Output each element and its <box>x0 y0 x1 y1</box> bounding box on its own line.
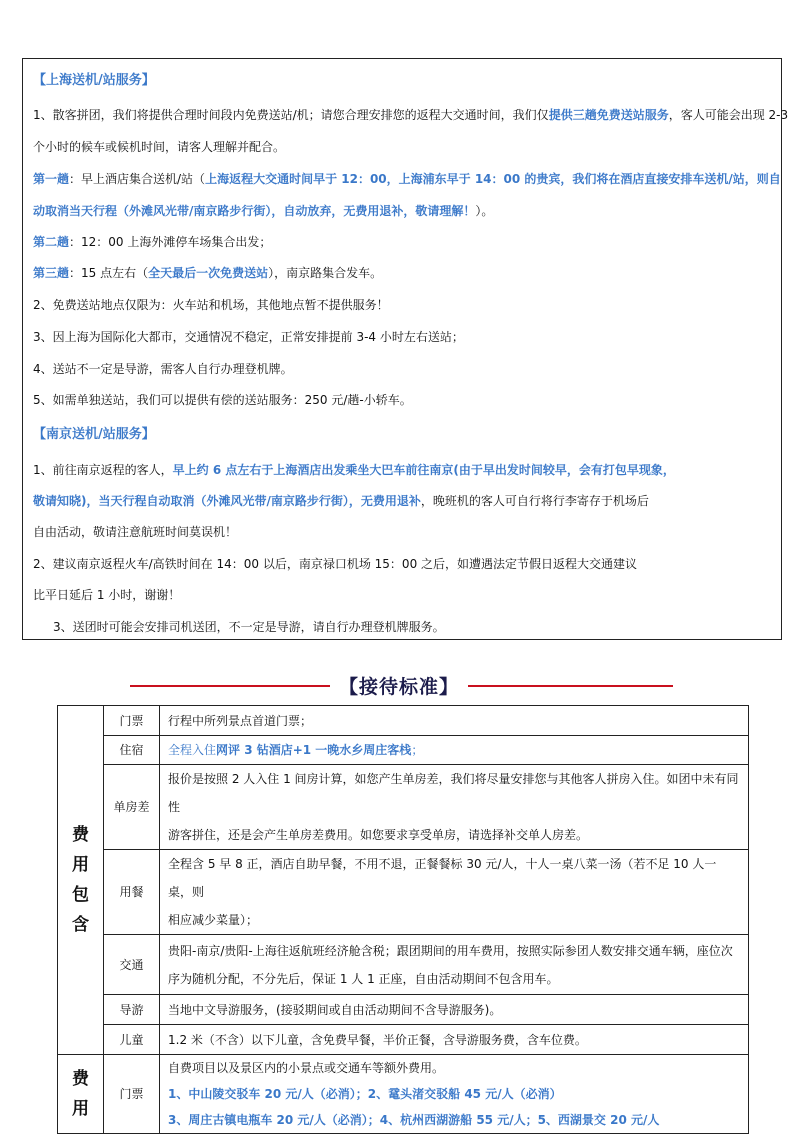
trip-1-cont <box>33 203 493 219</box>
shanghai-para-1 <box>33 107 788 123</box>
trip-1 <box>33 171 781 187</box>
nanjing-heading: 【南京送机/站服务】 <box>33 427 155 442</box>
shanghai-para-1-cont: 个小时的候车或候机时间，请客人理解并配合。 <box>33 140 286 154</box>
text: ：早上酒店集合送机/站（ <box>69 172 206 186</box>
row-content: 行程中所列景点首道门票； <box>160 706 749 736</box>
row-content <box>160 765 749 850</box>
text: 相应减少菜量）； <box>168 913 259 927</box>
nanjing-para-2-cont: 比平日延后 1 小时，谢谢！ <box>33 588 181 602</box>
row-content: 1.2 米（不含）以下儿童，含免费早餐，半价正餐，含导游服务费，含车位费。 <box>160 1025 749 1055</box>
transfer-service-box <box>22 58 789 640</box>
title-rule-right <box>468 685 673 687</box>
row-label: 门票 <box>104 706 160 736</box>
text: 游客拼住，还是会产生单房差费用。如您要求享受单房，请选择补交单人房差。 <box>168 828 589 842</box>
table-row <box>58 995 749 1025</box>
nanjing-para-1-end: 自由活动，敬请注意航班时间莫误机！ <box>33 525 238 539</box>
table-row <box>58 706 749 736</box>
nanjing-para-1-cont <box>33 493 649 509</box>
highlight: 早上约 6 点左右于上海酒店出发乘坐大巴车前往南京(由于早出发时间较早，会有打包早现象， <box>172 463 675 477</box>
title-rule-left <box>130 685 330 687</box>
highlight: 动取消当天行程（外滩风光带/南京路步行街），自动放弃，无费用退补，敬请理解！ <box>33 204 476 218</box>
row-content <box>160 1055 749 1134</box>
highlight: 网评 3 钻酒店+1 一晚水乡周庄客栈 <box>216 743 412 757</box>
nanjing-para-2: 2、建议南京返程火车/高铁时间在 14：00 以后，南京禄口机场 15：00 之后，如遭遇法定节假日返程大交通建议 <box>33 557 638 571</box>
shanghai-para-5: 5、如需单独送站，我们可以提供有偿的送站服务：250 元/趟-小轿车。 <box>33 393 412 407</box>
table-row <box>58 850 749 935</box>
text: 自费项目以及景区内的小景点或交通车等额外费用。 <box>168 1061 445 1075</box>
reception-standard-table <box>57 705 749 1134</box>
text: ），南京路集合发车。 <box>268 266 383 280</box>
text: 贵阳-南京/贵阳-上海往返航班经济舱含税；跟团期间的用车费用，按照实际参团人数安排交通车辆，座位次 <box>168 943 733 958</box>
trip-label: 第二趟 <box>33 235 70 249</box>
table-row <box>58 1055 749 1134</box>
text: ，晚班机的客人可自行将行李寄存于机场后 <box>420 494 649 508</box>
row-label: 单房差 <box>104 765 160 850</box>
shanghai-heading: 【上海送机/站服务】 <box>33 73 155 88</box>
text: 全程入住 <box>168 743 217 757</box>
table-row <box>58 1025 749 1055</box>
text: ：12：00 上海外滩停车场集合出发； <box>69 235 272 249</box>
shanghai-para-3: 3、因上海为国际化大都市，交通情况不稳定，正常安排提前 3-4 小时左右送站； <box>33 330 464 344</box>
shanghai-para-4: 4、送站不一定是导游，需客人自行办理登机牌。 <box>33 362 293 376</box>
text: 全程含 5 早 8 正，酒店自助早餐，不用不退，正餐餐标 30 元/人，十人一桌八菜一汤（若不足 10 人一桌，则 <box>168 857 717 899</box>
table-row <box>58 736 749 765</box>
text: 1、散客拼团，我们将提供合理时间段内免费送站/机；请您合理安排您的返程大交通时间，我们仅 <box>33 108 549 122</box>
text: 1、前往南京返程的客人， <box>33 463 173 477</box>
table-row <box>58 765 749 850</box>
highlight: 提供三趟免费送站服务 <box>548 108 669 122</box>
row-label: 导游 <box>104 995 160 1025</box>
category-text: 费用包含 <box>72 825 89 935</box>
category-text: 费用 <box>72 1069 89 1119</box>
category-fee-included <box>58 706 104 1055</box>
highlight: 敬请知晓)，当天行程自动取消（外滩风光带/南京路步行街），无费用退补 <box>33 494 421 508</box>
row-label: 用餐 <box>104 850 160 935</box>
row-content <box>160 935 749 995</box>
row-label: 住宿 <box>104 736 160 765</box>
trip-label: 第一趟 <box>33 172 70 186</box>
nanjing-para-3: 3、送团时可能会安排司机送团，不一定是导游，请自行办理登机牌服务。 <box>53 620 445 634</box>
text: ）。 <box>475 204 494 218</box>
row-content: 当地中文导游服务，(接驳期间或自由活动期间不含导游服务)。 <box>160 995 749 1025</box>
highlight: 3、周庄古镇电瓶车 20 元/人（必消）；4、杭州西湖游船 55 元/人；5、西湖景交 20 元/人 <box>168 1113 660 1127</box>
table-row <box>58 935 749 995</box>
row-content <box>160 736 749 765</box>
text: ，客人可能会出现 2-3 <box>668 108 789 122</box>
highlight: 1、中山陵交驳车 20 元/人（必消）；2、鼋头渚交驳船 45 元/人（必消） <box>168 1087 562 1101</box>
nanjing-para-1 <box>33 462 675 478</box>
text: ：15 点左右（ <box>69 266 149 280</box>
trip-3 <box>33 265 382 281</box>
standard-title: 【接待标准】 <box>338 676 459 698</box>
row-label: 门票 <box>104 1055 160 1134</box>
highlight: 全天最后一次免费送站 <box>148 266 269 280</box>
row-label: 儿童 <box>104 1025 160 1055</box>
row-label: 交通 <box>104 935 160 995</box>
text: ； <box>411 743 424 757</box>
trip-2 <box>33 234 271 250</box>
trip-label: 第三趟 <box>33 266 70 280</box>
text: 序为随机分配，不分先后，保证 1 人 1 正座，自由活动期间不包含用车。 <box>168 971 559 986</box>
highlight: 上海返程大交通时间早于 12：00，上海浦东早于 14：00 的贵宾，我们将在酒店直接安排车送机/站，则自 <box>205 172 781 186</box>
shanghai-para-2: 2、免费送站地点仅限为：火车站和机场，其他地点暂不提供服务！ <box>33 298 389 312</box>
text: 报价是按照 2 人入住 1 间房计算，如您产生单房差，我们将尽量安排您与其他客人拼房入住。如团中未有同性 <box>168 772 739 814</box>
category-fee <box>58 1055 104 1134</box>
row-content <box>160 850 749 935</box>
